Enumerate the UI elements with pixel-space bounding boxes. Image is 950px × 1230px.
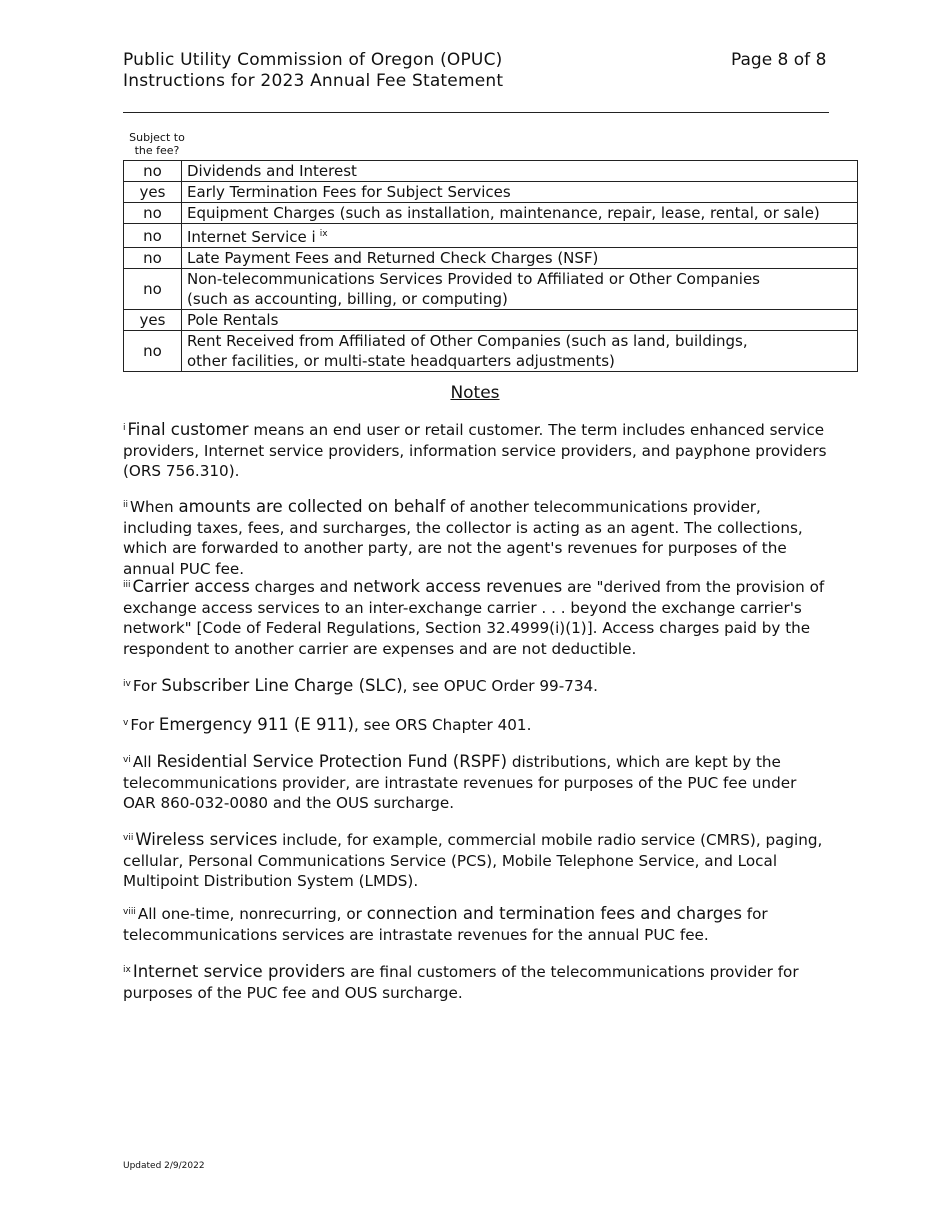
footnote-term: Residential Service Protection Fund (RSPF) xyxy=(156,752,508,771)
footnote-term: Final customer xyxy=(127,420,249,439)
item-cell: Pole Rentals xyxy=(182,310,858,331)
item-cell: Dividends and Interest xyxy=(182,161,858,182)
header-divider xyxy=(123,112,829,113)
table-row xyxy=(124,182,858,203)
footnote-text: distributions, which are kept by the telecommunications provider, are intrastate revenues for purposes of the PUC fee under OAR 860-032-0080 and the OUS surcharge. xyxy=(123,753,797,812)
item-cell xyxy=(182,331,858,372)
footnote-prefix: For xyxy=(132,677,162,695)
footnote-ref: ix xyxy=(319,229,328,239)
fee-cell: yes xyxy=(124,310,182,331)
item-line: other facilities, or multi-state headquarters adjustments) xyxy=(187,352,615,370)
fee-cell: no xyxy=(124,224,182,248)
table-row xyxy=(124,224,858,248)
footnote-text: of another telecommunications provider, including taxes, fees, and surcharges, the collector is acting as an agent. The collections, which are forwarded to another party, are not the agent's revenues for purposes of the annual PUC fee. xyxy=(123,498,803,578)
footnote-marker: ii xyxy=(123,500,129,510)
footnote-marker: vi xyxy=(123,755,131,765)
item-line: Rent Received from Affiliated of Other Companies (such as land, buildings, xyxy=(187,332,748,350)
footnote xyxy=(123,904,833,945)
footnote-marker: v xyxy=(123,718,129,728)
footnote-prefix: All xyxy=(132,753,157,771)
table-row xyxy=(124,248,858,269)
footnote xyxy=(123,676,833,697)
item-line: (such as accounting, billing, or computing) xyxy=(187,290,508,308)
footnote xyxy=(123,715,833,736)
footnote-text: charges and xyxy=(249,578,354,596)
fee-cell: no xyxy=(124,269,182,310)
footnote-marker: iii xyxy=(123,580,131,590)
fee-cell: no xyxy=(124,331,182,372)
footnote-text: means an end user or retail customer. The term includes enhanced service providers, Internet service providers, information service providers, and payphone providers (ORS 756.310). xyxy=(123,421,827,480)
table-row xyxy=(124,331,858,372)
footnote-term: network access revenues xyxy=(353,577,563,596)
footnote xyxy=(123,577,833,659)
footnote-marker: iv xyxy=(123,679,131,689)
notes-heading: Notes xyxy=(450,383,500,403)
org-name: Public Utility Commission of Oregon (OPUC) xyxy=(123,50,503,70)
footnote-marker: viii xyxy=(123,907,136,917)
footnote-prefix: When xyxy=(130,498,179,516)
item-text: Internet Service i xyxy=(187,228,316,246)
fee-column-heading: Subject to the fee? xyxy=(129,131,185,157)
footnote-text: , see ORS Chapter 401. xyxy=(353,716,532,734)
footnote-text: include, for example, commercial mobile radio service (CMRS), paging, cellular, Personal Communications Service (PCS), Mobile Telephone Service, and Local Multipoint Distribution System (LMDS). xyxy=(123,831,823,890)
footnote-text: are final customers of the telecommunications provider for purposes of the PUC fee and OUS surcharge. xyxy=(123,963,799,1002)
fee-cell: no xyxy=(124,248,182,269)
fee-cell: yes xyxy=(124,182,182,203)
table-row xyxy=(124,269,858,310)
updated-date: Updated 2/9/2022 xyxy=(123,1161,205,1171)
footnote-term: Emergency 911 (E 911) xyxy=(158,715,354,734)
footnote-term: Internet service providers xyxy=(132,962,346,981)
revenue-items-table xyxy=(123,160,858,372)
footnote-term: Subscriber Line Charge (SLC) xyxy=(161,676,403,695)
page-header xyxy=(123,50,503,92)
item-cell: Late Payment Fees and Returned Check Charges (NSF) xyxy=(182,248,858,269)
table-row xyxy=(124,310,858,331)
footnote xyxy=(123,752,833,814)
footnote-marker: i xyxy=(123,423,126,433)
footnote-text: , see OPUC Order 99-734. xyxy=(402,677,598,695)
item-cell xyxy=(182,224,858,248)
footnote-text: for telecommunications services are intrastate revenues for the annual PUC fee. xyxy=(123,905,768,944)
footnote-marker: vii xyxy=(123,833,134,843)
table-row xyxy=(124,161,858,182)
item-cell: Equipment Charges (such as installation, maintenance, repair, lease, rental, or sale) xyxy=(182,203,858,224)
footnote-term: Wireless services xyxy=(135,830,278,849)
item-cell xyxy=(182,269,858,310)
footnote xyxy=(123,497,833,579)
footnote-term: Carrier access xyxy=(132,577,250,596)
footnote-term: amounts are collected on behalf xyxy=(178,497,446,516)
footnote-prefix: For xyxy=(130,716,159,734)
footnote xyxy=(123,830,833,892)
item-line: Non-telecommunications Services Provided to Affiliated or Other Companies xyxy=(187,270,760,288)
fee-cell: no xyxy=(124,203,182,224)
footnote xyxy=(123,420,833,482)
footnote-term: connection and termination fees and charges xyxy=(366,904,742,923)
page-number: Page 8 of 8 xyxy=(731,50,827,70)
footnote xyxy=(123,962,833,1003)
footnote-marker: ix xyxy=(123,965,131,975)
footnote-text: are "derived from the provision of exchange access services to an inter-exchange carrier . . . beyond the exchange carrier's network" [Code of Federal Regulations, Section 32.4999(i)(1)]. Access charges paid by the respondent to another carrier are expenses and are not deductible. xyxy=(123,578,825,658)
document-title: Instructions for 2023 Annual Fee Statement xyxy=(123,71,504,91)
fee-cell: no xyxy=(124,161,182,182)
table-row xyxy=(124,203,858,224)
item-cell: Early Termination Fees for Subject Services xyxy=(182,182,858,203)
footnote-prefix: All one-time, nonrecurring, or xyxy=(137,905,367,923)
